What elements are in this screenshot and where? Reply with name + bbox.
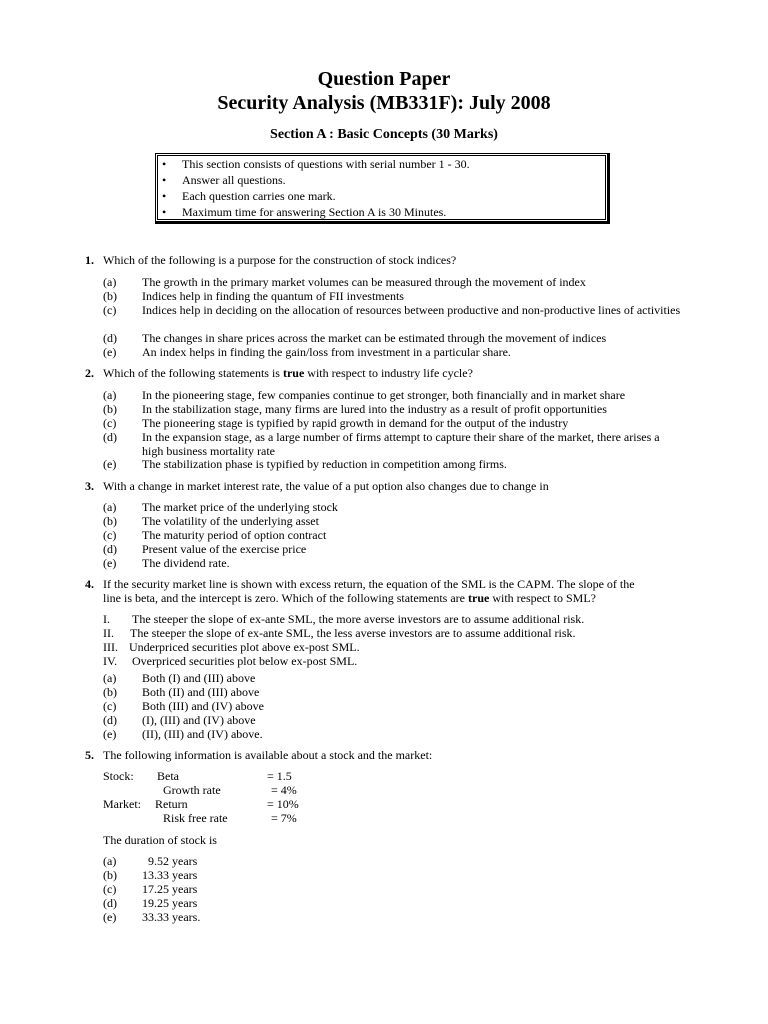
question-text: If the security market line is shown with excess return, the equation of the SML is the CAPM. The slope of the	[103, 577, 635, 591]
return-value: = 10%	[267, 797, 299, 811]
instruction-item: • This section consists of questions with serial number 1 - 30.	[162, 157, 470, 171]
question-1	[85, 253, 685, 267]
question-4	[85, 577, 685, 605]
question-5	[85, 748, 685, 762]
question-text-line2: line is beta, and the intercept is zero. Which of the following statements are true with respect to SML?	[103, 591, 596, 605]
statement-2: II. The steeper the slope of ex-ante SML, the less averse investors are to assume additional risk.	[103, 626, 576, 640]
bullet-icon: •	[162, 173, 167, 187]
statement-4: IV. Overpriced securities plot below ex-post SML.	[103, 654, 358, 668]
question-text: With a change in market interest rate, the value of a put option also changes due to change in	[103, 479, 549, 493]
market-label: Market:	[103, 797, 141, 811]
statement-1: I. The steeper the slope of ex-ante SML, the more averse investors are to assume additional risk.	[103, 612, 585, 626]
bullet-icon: •	[162, 157, 167, 171]
question-text: Which of the following is a purpose for the construction of stock indices?	[103, 253, 457, 267]
section-heading: Section A : Basic Concepts (30 Marks)	[270, 127, 498, 142]
growth-label: Growth rate	[163, 783, 221, 797]
question-prompt: The duration of stock is	[103, 833, 217, 847]
question-number: 1.	[85, 253, 94, 267]
question-text: Which of the following statements is true with respect to industry life cycle?	[103, 366, 473, 380]
question-2	[85, 366, 685, 380]
bullet-icon: •	[162, 205, 167, 219]
instructions-box	[155, 153, 610, 224]
instruction-item: • Answer all questions.	[162, 173, 286, 187]
question-number: 5.	[85, 748, 94, 762]
return-label: Return	[155, 797, 188, 811]
growth-value: = 4%	[271, 783, 297, 797]
beta-label: Beta	[157, 769, 179, 783]
instruction-item: • Maximum time for answering Section A is 30 Minutes.	[162, 205, 447, 219]
question-number: 3.	[85, 479, 94, 493]
question-3	[85, 479, 685, 493]
bullet-icon: •	[162, 189, 167, 203]
stock-label: Stock:	[103, 769, 134, 783]
page-title: Question Paper	[317, 68, 451, 90]
riskfree-label: Risk free rate	[163, 811, 228, 825]
question-text: The following information is available about a stock and the market:	[103, 748, 433, 762]
beta-value: = 1.5	[267, 769, 292, 783]
instruction-item: • Each question carries one mark.	[162, 189, 336, 203]
riskfree-value: = 7%	[271, 811, 297, 825]
page-subtitle: Security Analysis (MB331F): July 2008	[217, 92, 551, 114]
question-number: 4.	[85, 577, 94, 591]
statement-3: III. Underpriced securities plot above ex-post SML.	[103, 640, 360, 654]
question-number: 2.	[85, 366, 94, 380]
